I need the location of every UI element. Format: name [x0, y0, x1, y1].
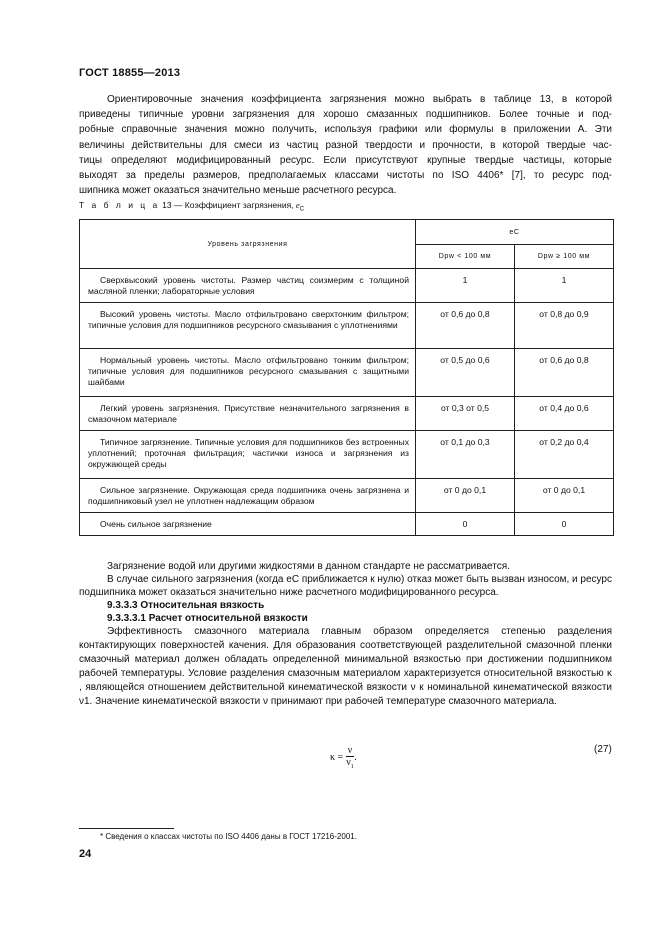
table-row: Очень сильное загрязнение 0 0	[80, 513, 614, 536]
subsection-heading: 9.3.3.3.1 Расчет относительной вязкости	[107, 613, 308, 624]
table-row: Сильное загрязнение. Окружающая среда подшипника очень загрязнена и подшипниковый узел не уплотнен надлежащим образом от 0 до 0,1 от 0 до 0,1	[80, 479, 614, 513]
intro-line: Ориентировочные значения коэффициента загрязнения можно выбрать в таблице 13, в которой	[107, 94, 612, 105]
table-caption: Т а б л и ц а 13 — Коэффициент загрязнения, $e_C$	[79, 200, 305, 213]
intro-line: приведены типичные уровни загрязнения для хорошо смазанных подшипников. Более точные и под-	[79, 109, 612, 121]
contamination-table	[79, 219, 614, 536]
table-row: Сверхвысокий уровень чистоты. Размер частиц соизмерим с толщиной масляной пленки; лабораторные условия 1 1	[80, 269, 614, 303]
intro-paragraph	[79, 92, 612, 198]
footnote-divider	[79, 828, 174, 829]
body-text	[79, 560, 612, 709]
formula-27: κ = $\frac{\nu}{\nu_1}$ .	[330, 745, 357, 770]
document-header: ГОСТ 18855—2013	[79, 67, 181, 79]
intro-line: выходят за пределы размеров, предполагаемых классами чистоты по ISO 4406* [7], то ресурс под-	[79, 170, 612, 182]
column-header-level: Уровень загрязнения	[80, 220, 416, 269]
fraction: $\frac{\nu}{\nu_1}$	[346, 745, 354, 770]
intro-line: тицы определяют модифицированный ресурс. Если присутствуют крупные твердые частицы, которые	[79, 154, 612, 166]
column-header-large: Dpw ≥ 100 мм	[515, 245, 614, 269]
column-header-small: Dpw < 100 мм	[416, 245, 515, 269]
paragraph: Загрязнение водой или другими жидкостями в данном стандарте не рассматривается.	[107, 561, 510, 572]
equation-number: (27)	[594, 744, 612, 755]
intro-line: шипника может оказаться значительно меньше расчетного ресурса.	[79, 185, 397, 197]
table-row: Типичное загрязнение. Типичные условия для подшипников без встроенных уплотнений; проточная фильтрация; частички износа и загрязнения из окружающей среды от 0,1 до 0,3 от 0,2 до 0,4	[80, 431, 614, 479]
table-row: Нормальный уровень чистоты. Масло отфильтровано тонким фильтром; типичные условия для подшипников ресурсного смазывания с защитными шайбами от 0,5 до 0,6 от 0,6 до 0,8	[80, 349, 614, 397]
page-number: 24	[79, 848, 92, 860]
paragraph: Эффективность смазочного материала главным образом определяется степенью разделения контактирующих поверхностей качения. Для образования соответствующей разделительной смазочной пленки смазочный материал должен обладать определенной минимальной вязкостью при достижении подшипником рабочей температуры. Условие разделения смазочным материалом характеризуется относительной вязкостью κ , являющейся отношением действительной кинематической вязкости ν к номинальной кинематической вязкости ν1. Значение кинематической вязкости ν принимают при рабочей температуре смазочного материала.	[79, 626, 612, 707]
intro-line: робные справочные значения можно получить, используя графики или формулы в приложении А. Эти	[79, 124, 612, 136]
column-header-ec: eC	[416, 220, 614, 245]
intro-line: величины действительны для смеси из частиц разной твердости и прочности, в которой твердые час-	[79, 139, 612, 151]
table-row: Высокий уровень чистоты. Масло отфильтровано сверхтонким фильтром; типичные условия для подшипников ресурсного смазывания с уплотнениями от 0,6 до 0,8 от 0,8 до 0,9	[80, 303, 614, 349]
table-row: Легкий уровень загрязнения. Присутствие незначительного загрязнения в смазочном материале от 0,3 от 0,5 от 0,4 до 0,6	[80, 397, 614, 431]
section-heading: 9.3.3.3 Относительная вязкость	[107, 600, 265, 611]
footnote: * Сведения о классах чистоты по ISO 4406 даны в ГОСТ 17216-2001.	[100, 832, 357, 841]
paragraph: В случае сильного загрязнения (когда eC приближается к нулю) отказ может быть вызван износом, и ресурс подшипника может оказаться значительно ниже расчетного модифицированного ресурса.	[79, 574, 612, 598]
